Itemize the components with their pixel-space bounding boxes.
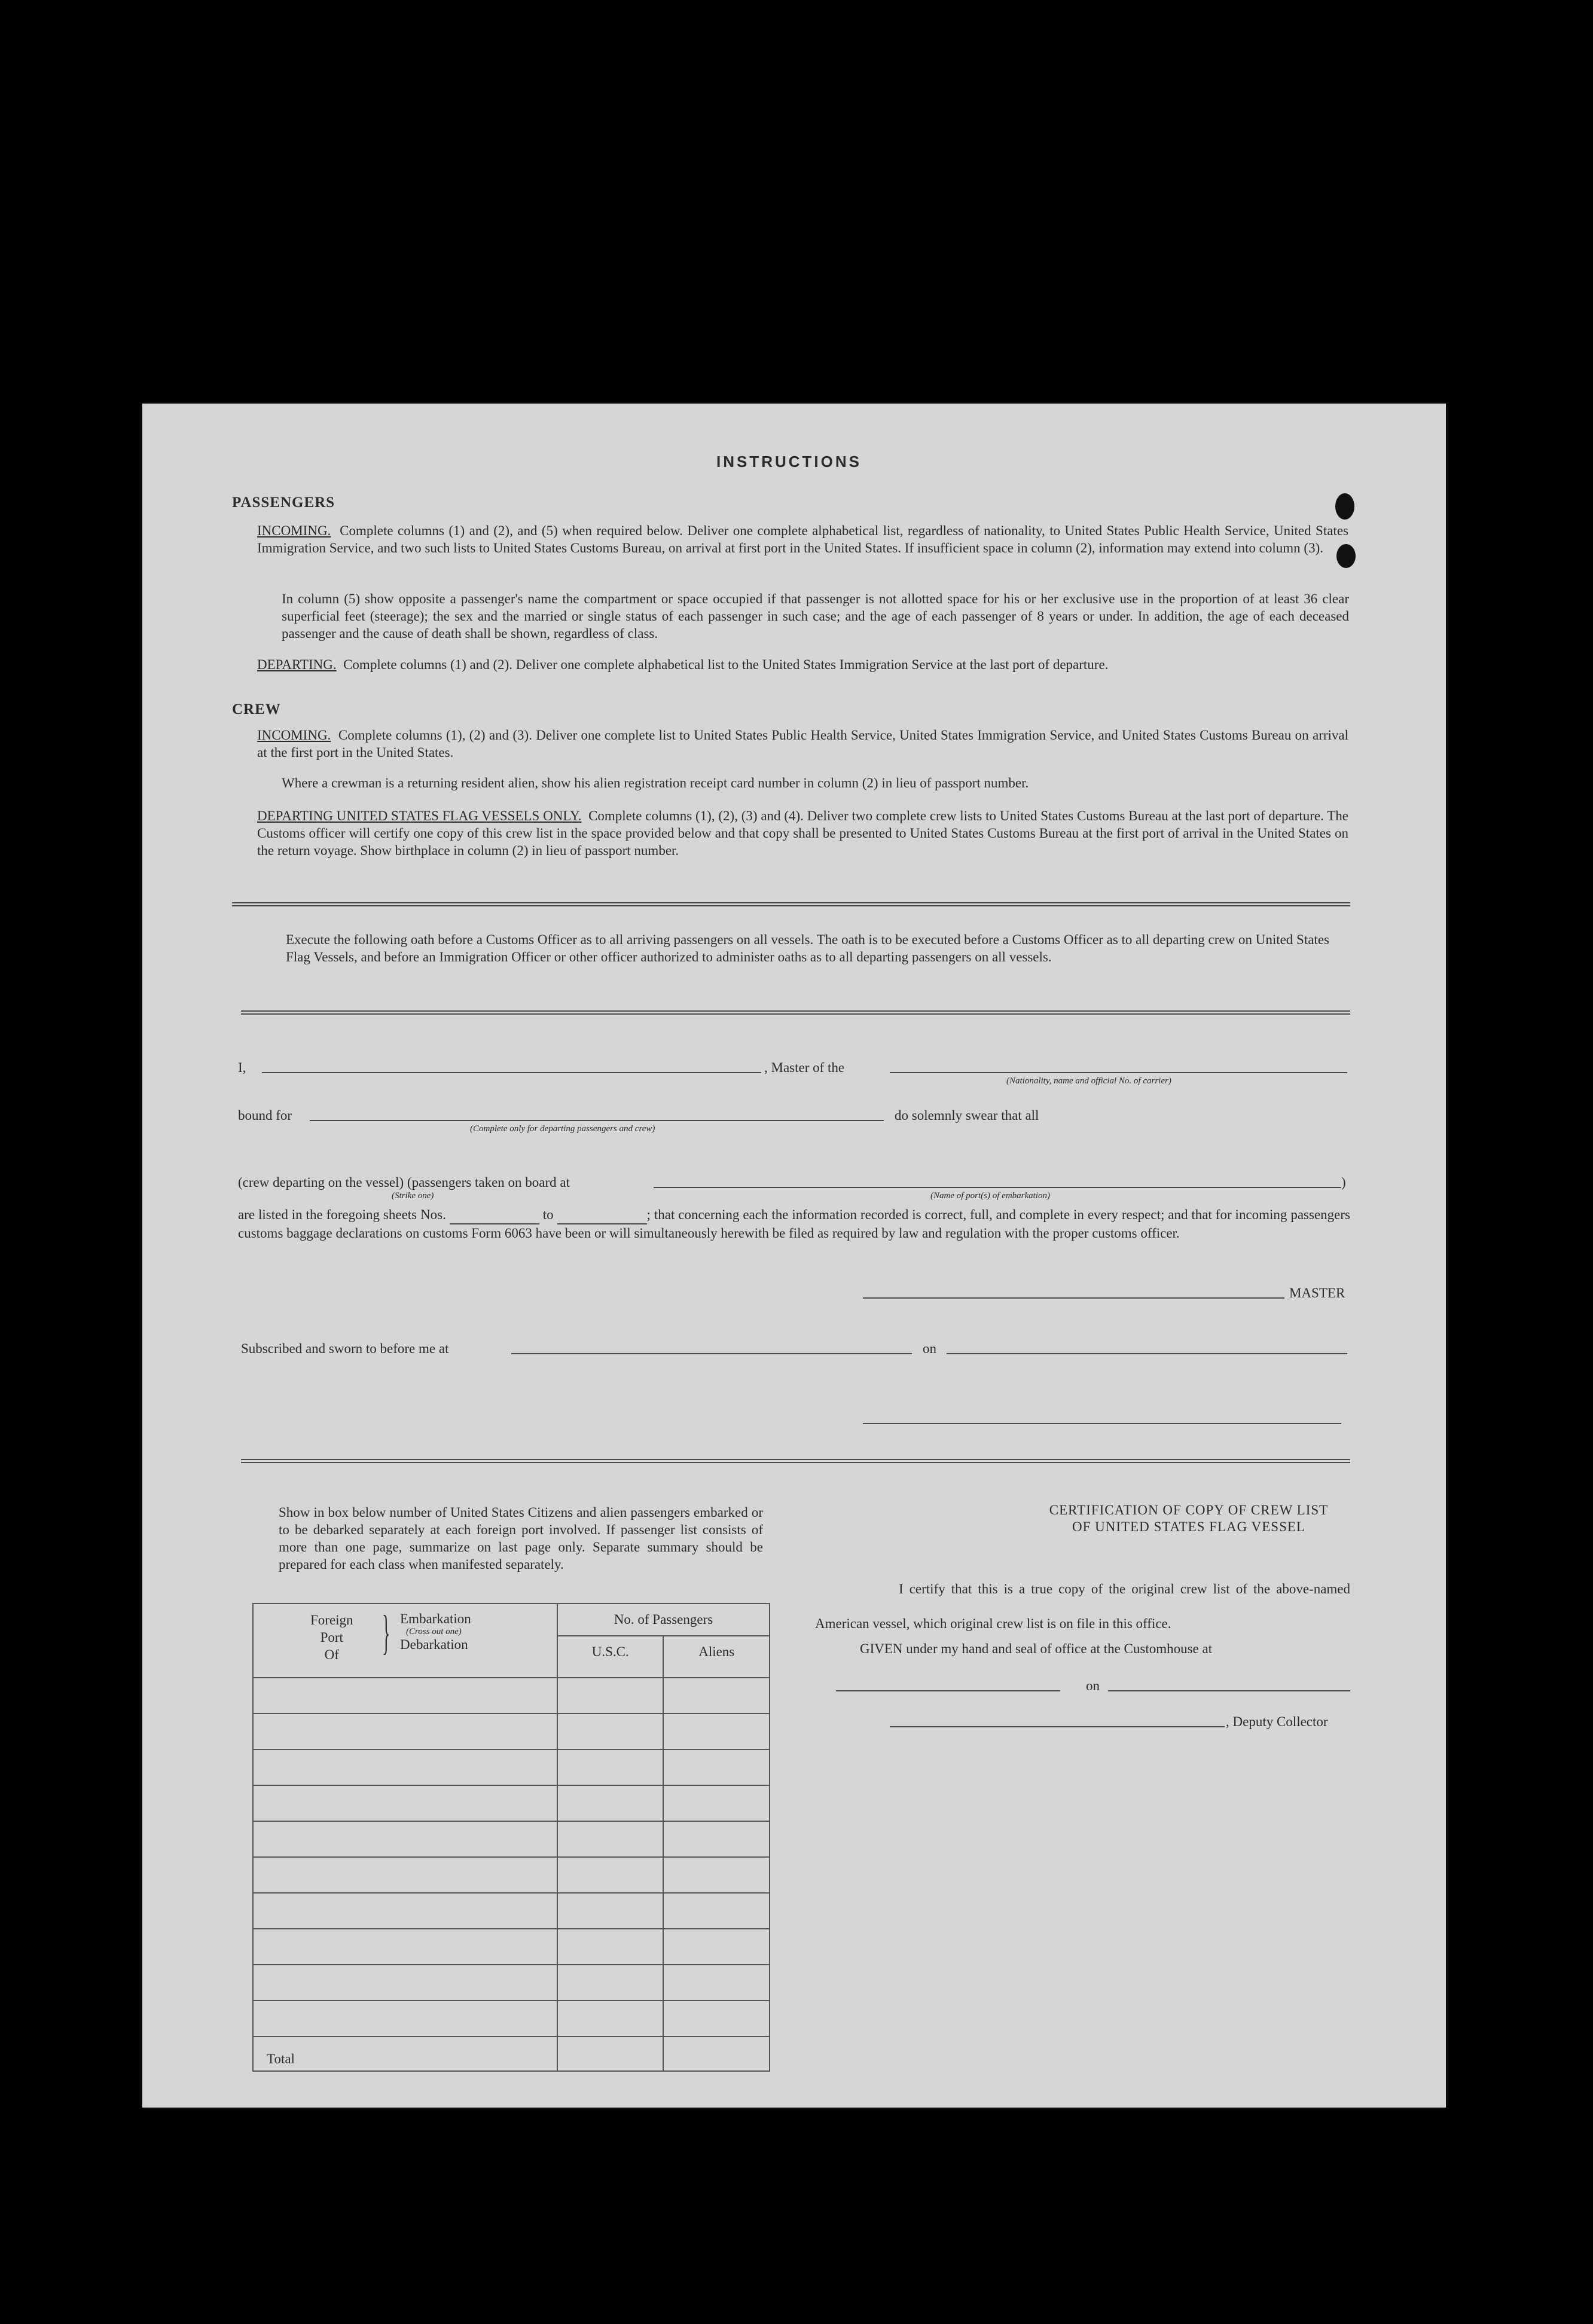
deputy-collector-label: , Deputy Collector xyxy=(1226,1714,1328,1729)
port-label: Port xyxy=(320,1630,343,1645)
passenger-summary-table xyxy=(252,1603,770,2072)
port-cell[interactable] xyxy=(253,2001,557,2036)
form-page xyxy=(142,404,1446,2108)
usc-cell[interactable] xyxy=(557,2001,664,2036)
listed-to: to xyxy=(542,1207,554,1222)
crew-incoming xyxy=(257,726,1348,761)
port-cell[interactable] xyxy=(253,1821,557,1857)
listed-text-a: are listed in the foregoing sheets Nos. xyxy=(238,1207,446,1222)
total-aliens-cell[interactable] xyxy=(663,2036,770,2071)
crew-incoming-label: INCOMING. xyxy=(257,728,331,743)
usc-cell[interactable] xyxy=(557,1857,664,1893)
usc-cell[interactable] xyxy=(557,1929,664,1965)
table-row xyxy=(253,1678,770,1714)
port-cell[interactable] xyxy=(253,1929,557,1965)
aliens-cell[interactable] xyxy=(663,1929,770,1965)
crew-departing-label: DEPARTING UNITED STATES FLAG VESSELS ONLY. xyxy=(257,808,582,823)
sheet-to-field[interactable] xyxy=(557,1206,647,1224)
table-row xyxy=(253,1857,770,1893)
passengers-incoming-text: Complete columns (1) and (2), and (5) when required below. Deliver one complete alphabetical list, regardless of nationality, to United States Public Health Service, United States Immigration Service, and two such lists to United States Customs Bureau, on arrival at first port in the United States. If insufficient space in column (2), information may extend into column (3). xyxy=(257,523,1348,555)
port-header-cell xyxy=(253,1604,557,1678)
total-row xyxy=(253,2036,770,2071)
port-cell[interactable] xyxy=(253,1678,557,1714)
embark-labels xyxy=(400,1611,471,1653)
usc-cell[interactable] xyxy=(557,1893,664,1929)
table-row xyxy=(253,1821,770,1857)
passengers-section-title: PASSENGERS xyxy=(232,494,335,511)
usc-cell[interactable] xyxy=(557,1678,664,1714)
port-cell[interactable] xyxy=(253,1893,557,1929)
table-row xyxy=(253,1714,770,1749)
foreign-port-of xyxy=(310,1611,353,1663)
master-name-field[interactable] xyxy=(262,1072,761,1073)
oath-intro: Execute the following oath before a Customs Officer as to all arriving passengers on all vessels. The oath is to be executed before a Customs Officer as to all departing crew on United States Flag Vessels, and before an Immigration Officer or other officer authorized to administer oaths as to all departing passengers on all vessels. xyxy=(286,932,1329,964)
listed-text-b: ; that concerning each the information recorded is correct, full, and complete in every respect; and that for incoming passengers customs baggage declarations on customs Form 6063 have been or will simultaneously herewith be filed as required by law and regulation with the proper customs officer. xyxy=(238,1207,1350,1241)
given-on-label: on xyxy=(1086,1678,1100,1693)
punch-hole-icon xyxy=(1335,493,1354,520)
bound-for-label: bound for xyxy=(238,1108,292,1123)
subscribed-label: Subscribed and sworn to before me at xyxy=(241,1341,449,1356)
crew-departing xyxy=(257,807,1348,859)
usc-header: U.S.C. xyxy=(558,1636,664,1677)
ports-note: (Name of port(s) of embarkation) xyxy=(930,1191,1050,1201)
port-cell[interactable] xyxy=(253,1857,557,1893)
usc-cell[interactable] xyxy=(557,1714,664,1749)
bound-for-field[interactable] xyxy=(310,1120,884,1121)
instructions-heading: INSTRUCTIONS xyxy=(716,453,862,471)
certification-title-1: CERTIFICATION OF COPY OF CREW LIST xyxy=(1049,1502,1329,1517)
aliens-cell[interactable] xyxy=(663,1785,770,1821)
passengers-header-cell xyxy=(557,1604,770,1678)
master-signature-label: MASTER xyxy=(1289,1285,1345,1300)
deputy-signature-field[interactable] xyxy=(890,1726,1225,1727)
aliens-cell[interactable] xyxy=(663,2001,770,2036)
customhouse-field[interactable] xyxy=(836,1690,1060,1691)
table-row xyxy=(253,1893,770,1929)
foreign-label: Foreign xyxy=(310,1613,353,1627)
crew-resident-text: Where a crewman is a returning resident alien, show his alien registration receipt card number in column (2) in lieu of passport number. xyxy=(282,775,1029,790)
aliens-cell[interactable] xyxy=(663,1678,770,1714)
sworn-date-field[interactable] xyxy=(947,1353,1347,1354)
table-row xyxy=(253,1749,770,1785)
passengers-incoming xyxy=(257,522,1348,557)
port-cell[interactable] xyxy=(253,1785,557,1821)
crew-departing-text: Complete columns (1), (2), (3) and (4). Deliver two complete crew lists to United States Customs Bureau at the last port of departure. The Customs officer will certify one copy of this crew list in the space provided below and that copy shall be presented to United States Customs Bureau at the first port of arrival in the United States on the return voyage. Show birthplace in column (2) in lieu of passport number. xyxy=(257,808,1349,858)
embarkation-ports-field[interactable] xyxy=(654,1187,1341,1188)
usc-cell[interactable] xyxy=(557,1749,664,1785)
total-label: Total xyxy=(253,2036,557,2071)
passengers-departing-label: DEPARTING. xyxy=(257,657,337,672)
carrier-note: (Nationality, name and official No. of carrier) xyxy=(1006,1076,1171,1086)
crew-departing-oath: (crew departing on the vessel) (passengers taken on board at xyxy=(238,1175,570,1190)
strike-note: (Strike one) xyxy=(392,1191,434,1201)
passengers-departing-text: Complete columns (1) and (2). Deliver one complete alphabetical list to the United States Immigration Service at the last port of departure. xyxy=(343,657,1109,672)
port-cell[interactable] xyxy=(253,1965,557,2001)
section-divider-1 xyxy=(232,902,1350,906)
listed-paragraph xyxy=(238,1206,1350,1242)
passengers-incoming-label: INCOMING. xyxy=(257,523,331,538)
oath-i-label: I, xyxy=(238,1060,246,1075)
passengers-column5-text: In column (5) show opposite a passenger's name the compartment or space occupied if that passenger is not allotted space for his or her exclusive use in the proportion of at least 36 clear superficial feet (steerage); the sex and the married or single status of each passenger in such case; and the age of each passenger of 8 years or under. In addition, the age of each deceased passenger and the cause of death shall be shown, regardless of class. xyxy=(282,591,1349,641)
aliens-header: Aliens xyxy=(698,1644,735,1659)
sworn-on-label: on xyxy=(923,1341,936,1356)
punch-hole-icon xyxy=(1336,544,1356,568)
table-row xyxy=(253,1929,770,1965)
usc-cell[interactable] xyxy=(557,1965,664,2001)
close-paren: ) xyxy=(1341,1175,1346,1190)
debarkation-label: Debarkation xyxy=(400,1637,468,1652)
aliens-cell[interactable] xyxy=(663,1749,770,1785)
carrier-field[interactable] xyxy=(890,1072,1347,1073)
of-label: Of xyxy=(324,1647,339,1662)
no-of-passengers: No. of Passengers xyxy=(558,1604,769,1636)
aliens-cell[interactable] xyxy=(663,1965,770,2001)
master-signature-field[interactable] xyxy=(863,1297,1284,1299)
port-cell[interactable] xyxy=(253,1749,557,1785)
certification-text: I certify that this is a true copy of the original crew list of the above-named American vessel, which original crew list is on file in this office. xyxy=(815,1581,1350,1631)
given-date-field[interactable] xyxy=(1108,1690,1350,1691)
aliens-cell[interactable] xyxy=(663,1893,770,1929)
usc-cell[interactable] xyxy=(557,1821,664,1857)
section-divider-3 xyxy=(241,1459,1350,1463)
total-usc-cell[interactable] xyxy=(557,2036,664,2071)
cross-out-note: (Cross out one) xyxy=(406,1627,462,1636)
bound-for-note: (Complete only for departing passengers and crew) xyxy=(470,1124,655,1134)
summary-instructions: Show in box below number of United States Citizens and alien passengers embarked or to be debarked separately at each foreign port involved. If passenger list consists of more than one page, summarize on last page only. Separate summary should be prepared for each class when manifested separately. xyxy=(279,1505,763,1572)
embarkation-label: Embarkation xyxy=(400,1611,471,1626)
officer-signature-field[interactable] xyxy=(863,1423,1341,1424)
crew-incoming-text: Complete columns (1), (2) and (3). Deliver one complete list to United States Public Health Service, United States Immigration Service, and United States Customs Bureau on arrival at the first port in the United States. xyxy=(257,728,1349,760)
table-row xyxy=(253,1965,770,2001)
crew-section-title: CREW xyxy=(232,701,281,717)
sworn-place-field[interactable] xyxy=(511,1353,912,1354)
section-divider-2 xyxy=(241,1010,1350,1015)
brace-icon: } xyxy=(382,1607,390,1659)
master-of-label: , Master of the xyxy=(764,1060,845,1075)
usc-cell[interactable] xyxy=(557,1785,664,1821)
table-row xyxy=(253,2001,770,2036)
sheet-from-field[interactable] xyxy=(450,1206,539,1224)
certification-title-2: OF UNITED STATES FLAG VESSEL xyxy=(1072,1519,1305,1534)
aliens-cell[interactable] xyxy=(663,1714,770,1749)
swear-label: do solemnly swear that all xyxy=(895,1108,1039,1123)
aliens-cell[interactable] xyxy=(663,1857,770,1893)
port-cell[interactable] xyxy=(253,1714,557,1749)
given-label: GIVEN under my hand and seal of office at the Customhouse at xyxy=(860,1641,1213,1656)
aliens-cell[interactable] xyxy=(663,1821,770,1857)
passengers-departing xyxy=(257,656,1348,673)
table-row xyxy=(253,1785,770,1821)
